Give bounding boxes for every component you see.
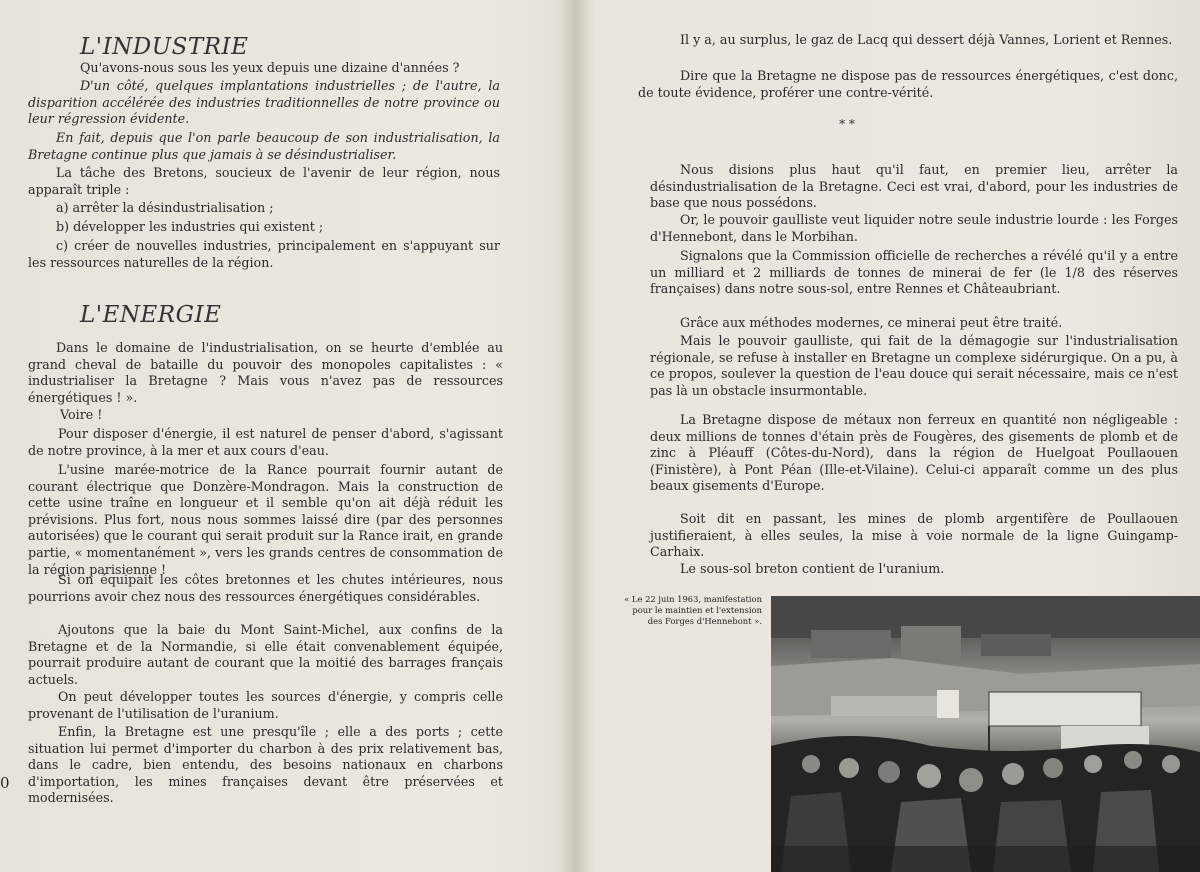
right-paragraph: Il y a, au surplus, le gaz de Lacq qui dessert déjà Vannes, Lorient et Rennes. xyxy=(680,32,1173,47)
industrie-list-item: c) créer de nouvelles industries, principalement en s'appuyant sur les ressources naturelles de la région. xyxy=(28,238,500,270)
right-paragraph: Le sous-sol breton contient de l'uranium. xyxy=(680,561,945,576)
right-paragraph: Signalons que la Commission officielle de recherches a révélé qu'il y a entre un milliard et 2 milliards de tonnes de minerai de fer (le 1/8 des réserves françaises) dans notre sous-sol, entre Rennes et Châteaubriant. xyxy=(650,248,1178,297)
energie-paragraph: L'usine marée-motrice de la Rance pourrait fournir autant de courant électrique que Donzère-Mondragon. Mais la construction de cette usine traîne en longueur et il semble qu'on ait déjà réduit les prévisions. Plus fort, nous nous sommes laissé dire (par des personnes autorisées) que le courant qui serait produit sur la Rance irait, en grande partie, « momentanément », vers les grands centres de consommation de la région parisienne ! xyxy=(28,462,503,577)
right-paragraph: Dire que la Bretagne ne dispose pas de ressources énergétiques, c'est donc, de toute évidence, proférer une contre-vérité. xyxy=(638,68,1178,100)
right-paragraph: La Bretagne dispose de métaux non ferreux en quantité non négligeable : deux millions de tonnes d'étain près de Fougères, des gisements de plomb et de zinc à Pléauff (Côtes-du-Nord), dans la région de Huelgoat Poullaouen (Finistère), à Pont Péan (Ille-et-Vilaine). Celui-ci apparaît comme un des plus beaux gisements d'Europe. xyxy=(650,412,1178,494)
right-paragraph: Nous disions plus haut qu'il faut, en premier lieu, arrêter la désindustrialisation de la Bretagne. Ceci est vrai, d'abord, pour les industries de base que nous possédons. xyxy=(650,162,1178,211)
energie-paragraph: Voire ! xyxy=(60,407,103,422)
industrie-paragraph: La tâche des Bretons, soucieux de l'avenir de leur région, nous apparaît triple : xyxy=(28,165,500,197)
left-page xyxy=(0,0,572,872)
industrie-list-item: a) arrêter la désindustrialisation ; xyxy=(56,200,274,215)
protest-photo xyxy=(771,596,1200,872)
industrie-list-item: b) développer les industries qui existent ; xyxy=(56,219,324,234)
industrie-paragraph: En fait, depuis que l'on parle beaucoup de son industrialisation, la Bretagne continue plus que jamais à se désindustrialiser. xyxy=(28,130,500,162)
page-number: 0 xyxy=(0,774,10,792)
energie-paragraph: Enfin, la Bretagne est une presqu'île ; elle a des ports ; cette situation lui permet d'importer du charbon à des prix relativement bas, dans le cadre, bien entendu, des besoins nationaux en charbons d'importation, les mines françaises devant être préservées et modernisées. xyxy=(28,724,503,806)
energie-heading: L'ENERGIE xyxy=(80,302,222,328)
energie-paragraph: Dans le domaine de l'industrialisation, on se heurte d'emblée au grand cheval de bataille du pouvoir des monopoles capitalistes : « industrialiser la Bretagne ? Mais vous n'avez pas de ressources énergétiques ! ». xyxy=(28,340,503,405)
photo-caption: « Le 22 juin 1963, manifestation pour le maintien et l'extension des Forges d'Hennebont ». xyxy=(624,594,762,626)
right-paragraph: Soit dit en passant, les mines de plomb argentifère de Poullaouen justifieraient, à elles seules, la mise à voie normale de la ligne Guingamp-Carhaix. xyxy=(650,511,1178,560)
energie-paragraph: Pour disposer d'énergie, il est naturel de penser d'abord, s'agissant de notre province, à la mer et aux cours d'eau. xyxy=(28,426,503,458)
energie-paragraph: On peut développer toutes les sources d'énergie, y compris celle provenant de l'utilisation de l'uranium. xyxy=(28,689,503,721)
industrie-paragraph: Qu'avons-nous sous les yeux depuis une dizaine d'années ? xyxy=(80,60,460,75)
industrie-paragraph: D'un côté, quelques implantations industrielles ; de l'autre, la disparition accélérée des industries traditionnelles de notre province ou leur régression évidente. xyxy=(28,78,500,127)
right-paragraph: Or, le pouvoir gaulliste veut liquider notre seule industrie lourde : les Forges d'Hennebont, dans le Morbihan. xyxy=(650,212,1178,244)
industrie-heading: L'INDUSTRIE xyxy=(80,34,249,60)
energie-paragraph: Ajoutons que la baie du Mont Saint-Michel, aux confins de la Bretagne et de la Normandie, si elle était convenablement équipée, pourrait produire autant de courant que la moitié des barrages français actuels. xyxy=(28,622,503,687)
section-separator: * * xyxy=(839,117,855,131)
right-paragraph: Grâce aux méthodes modernes, ce minerai peut être traité. xyxy=(680,315,1063,330)
energie-paragraph: Si on équipait les côtes bretonnes et les chutes intérieures, nous pourrions avoir chez nous des ressources énergétiques considérables. xyxy=(28,572,503,604)
right-paragraph: Mais le pouvoir gaulliste, qui fait de la démagogie sur l'industrialisation régionale, se refuse à installer en Bretagne un complexe sidérurgique. On a pu, à ce propos, soulever la question de l'eau douce qui serait nécessaire, mais ce n'est pas là un obstacle insurmontable. xyxy=(650,333,1178,398)
